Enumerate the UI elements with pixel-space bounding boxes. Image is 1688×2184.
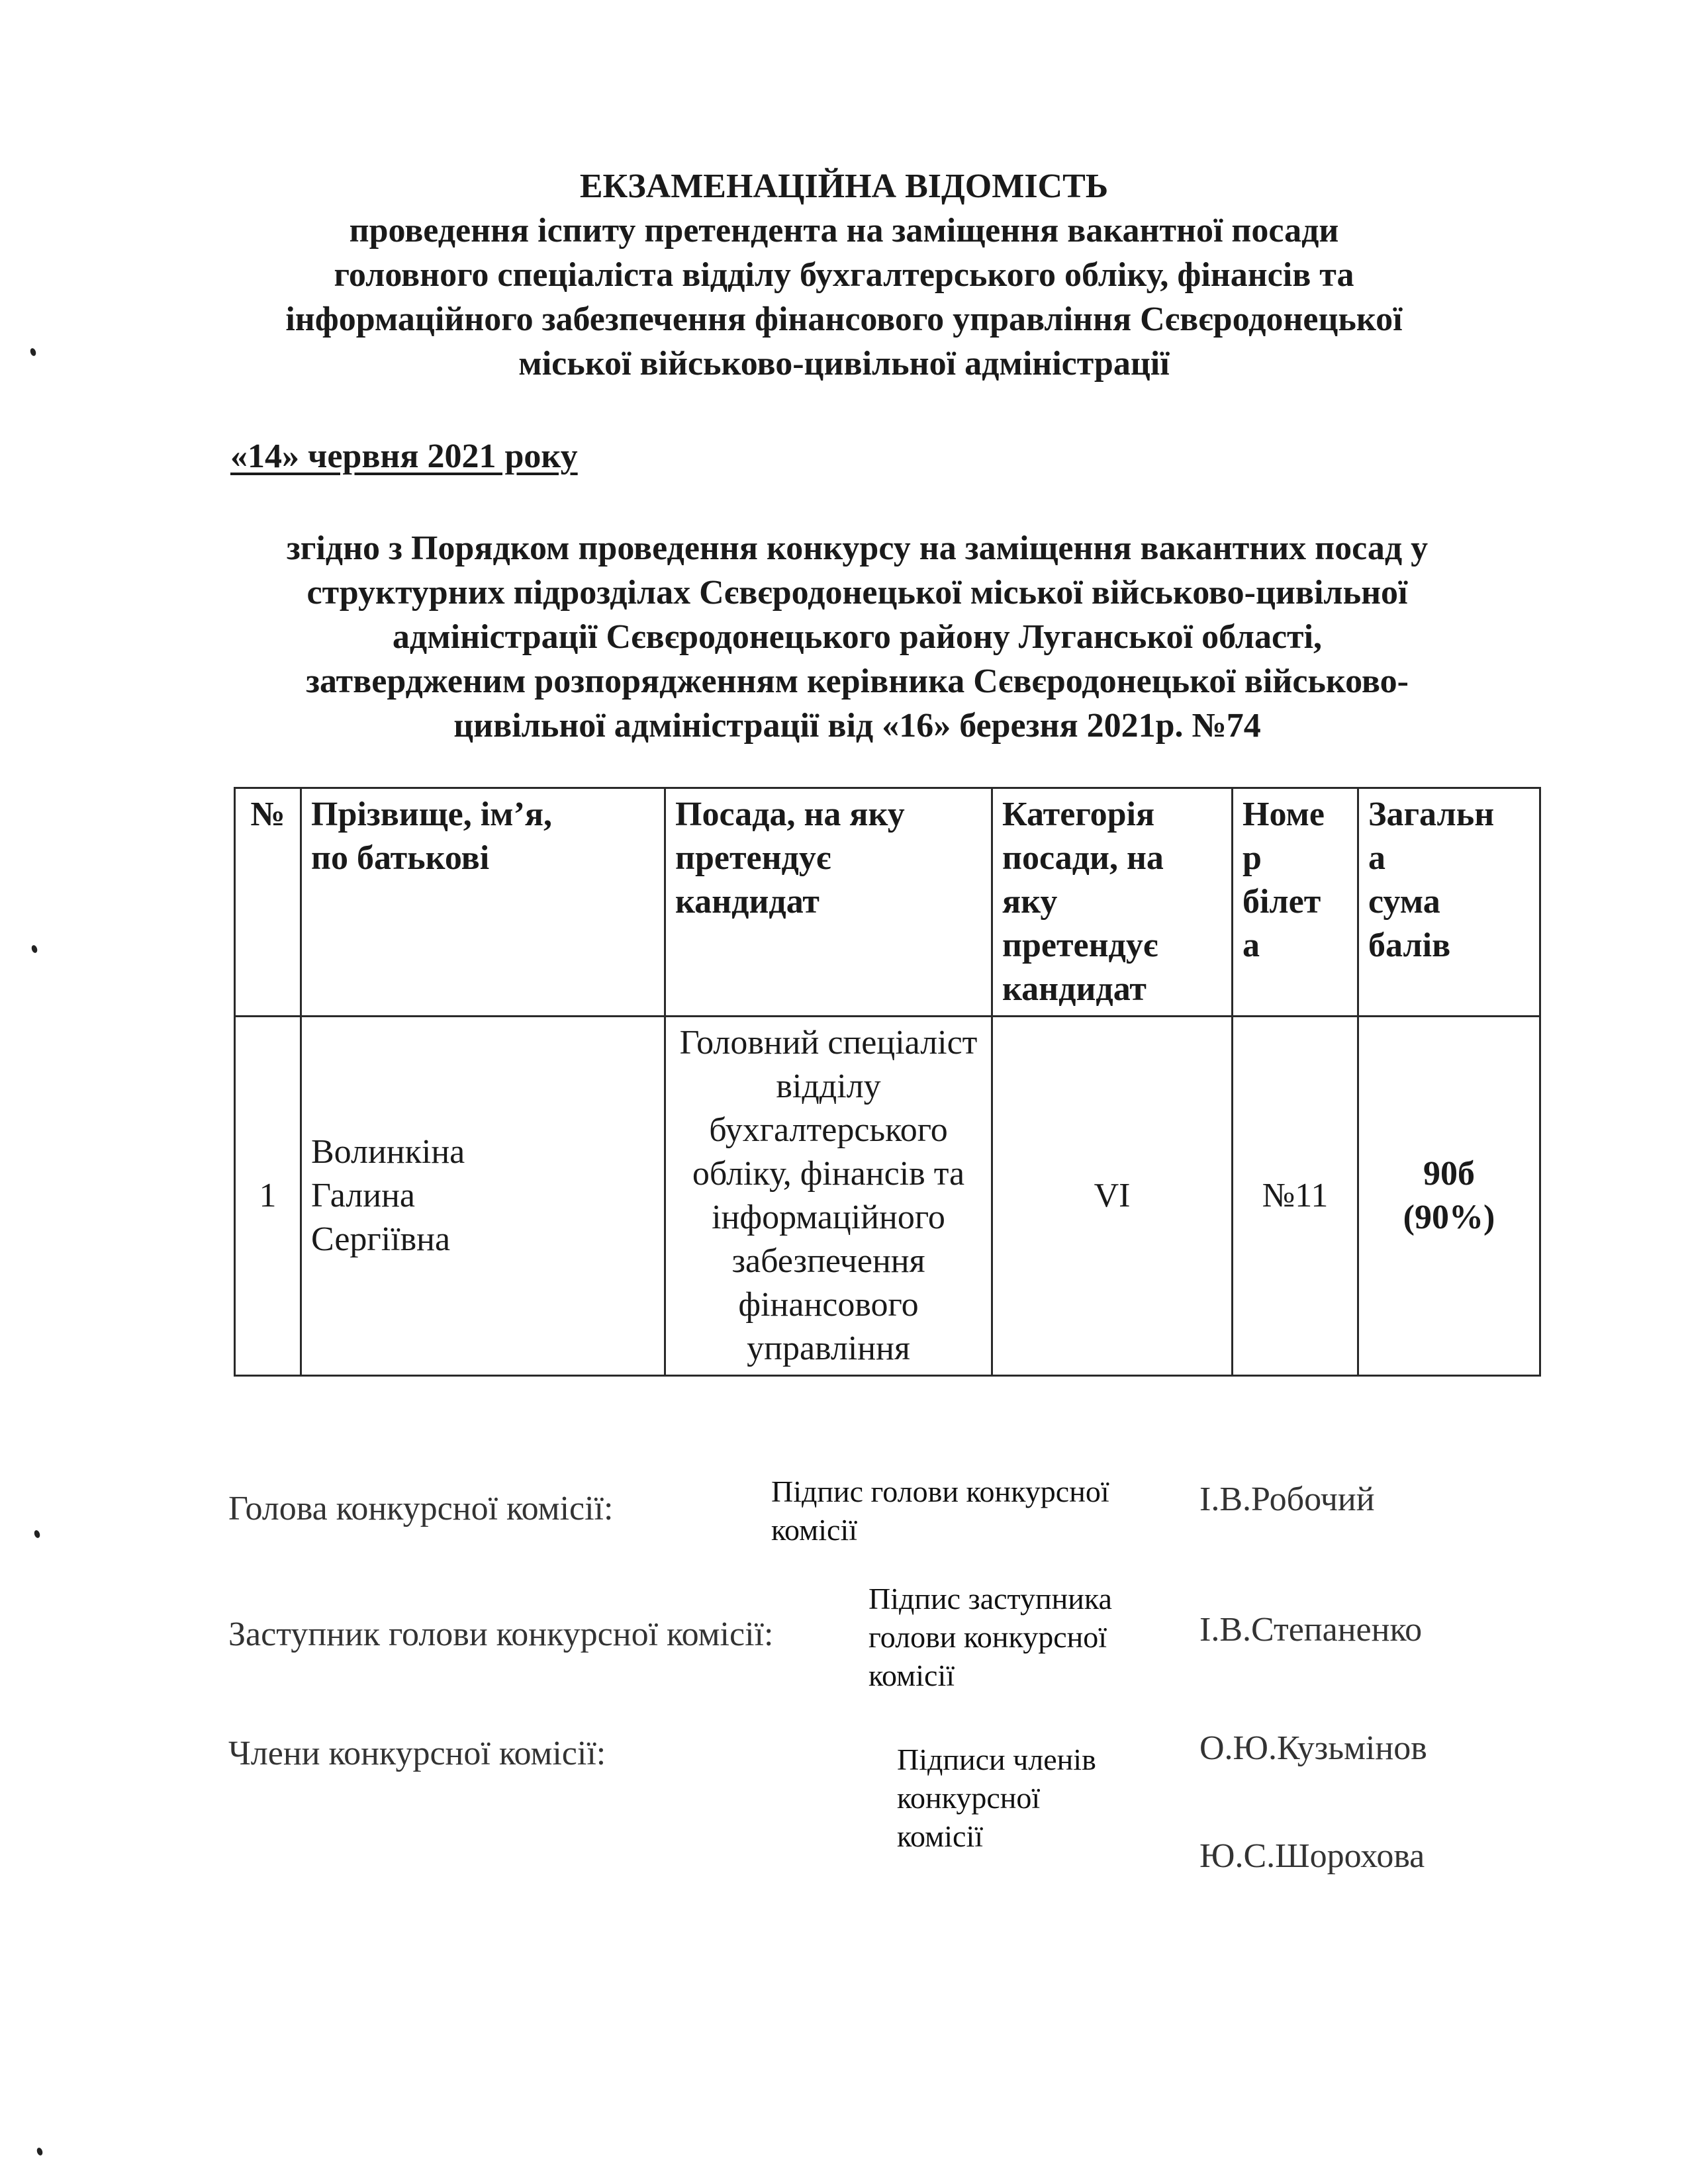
header-text: претендує кандидат (675, 839, 831, 921)
signature-text: Підписи членів (897, 1743, 1096, 1776)
header-text: Прізвище, ім’я, (311, 796, 553, 833)
scan-artifact (29, 347, 37, 357)
deputy-signature-placeholder (868, 1580, 1112, 1695)
cell-number: 1 (235, 1017, 301, 1376)
cell-text: (90%) (1403, 1199, 1495, 1236)
header-text: по батькові (311, 839, 490, 877)
header-category (992, 788, 1233, 1017)
header-text: Посада, на яку (675, 796, 905, 833)
signature-text: голови конкурсної (868, 1620, 1107, 1654)
cell-text: фінансового (738, 1286, 919, 1324)
cell-position (665, 1017, 992, 1376)
cell-text: Волинкіна (311, 1133, 465, 1171)
deputy-name: І.В.Степаненко (1199, 1611, 1423, 1649)
document-date: «14» червня 2021 року (230, 437, 578, 475)
basis-line: згідно з Порядком проведення конкурсу на заміщення вакантних посад у (286, 529, 1429, 567)
header-text: Загальн (1368, 796, 1495, 833)
cell-text: Галина (311, 1177, 415, 1214)
document-heading (199, 164, 1489, 386)
results-table (234, 787, 1541, 1377)
basis-line: структурних підрозділах Сєвєродонецької міської військово-цивільної (306, 574, 1408, 612)
subtitle-line: міської військово-цивільної адміністрації (518, 345, 1170, 383)
basis-line: цивільної адміністрації від «16» березня 2021р. №74 (453, 707, 1261, 745)
cell-text: Сергіївна (311, 1220, 451, 1258)
header-text: претендує (1002, 927, 1158, 964)
members-role-label: Члени конкурсної комісії: (228, 1735, 606, 1772)
header-text: Категорія (1002, 796, 1155, 833)
cell-text: обліку, фінансів та (692, 1155, 965, 1193)
scan-artifact (36, 2147, 44, 2156)
signature-text: комісії (868, 1659, 955, 1692)
chair-name: І.В.Робочий (1199, 1480, 1375, 1518)
header-text: балів (1368, 927, 1451, 964)
basis-line: затвердженим розпорядженням керівника Сєвєродонецької військово- (306, 662, 1409, 700)
cell-text: забезпечення (731, 1242, 925, 1280)
header-text: посади, на (1002, 839, 1164, 877)
signature-text: комісії (897, 1819, 984, 1853)
header-total (1358, 788, 1540, 1017)
cell-text: Головний спеціаліст (679, 1024, 978, 1062)
scan-artifact (33, 1529, 41, 1539)
cell-text: інформаційного (712, 1199, 945, 1236)
header-text: сума (1368, 883, 1440, 921)
table-row (235, 1017, 1540, 1376)
header-text: а (1243, 927, 1260, 964)
header-text: а (1368, 839, 1385, 877)
signature-text: Підпис голови конкурсної (771, 1475, 1109, 1508)
legal-basis (199, 526, 1516, 748)
members-signature-placeholder (897, 1741, 1096, 1856)
scan-artifact (30, 944, 38, 954)
header-full-name (301, 788, 665, 1017)
cell-text: управління (747, 1330, 910, 1367)
header-text: Номе (1243, 796, 1325, 833)
document-title: ЕКЗАМЕНАЦІЙНА ВІДОМІСТЬ (579, 167, 1109, 205)
header-ticket (1233, 788, 1358, 1017)
cell-ticket: №11 (1233, 1017, 1358, 1376)
signature-text: конкурсної (897, 1781, 1041, 1815)
cell-text: 90б (1423, 1155, 1475, 1193)
member-name: О.Ю.Кузьмінов (1199, 1729, 1427, 1767)
deputy-role-label: Заступник голови конкурсної комісії: (228, 1615, 774, 1653)
signature-text: Підпис заступника (868, 1582, 1112, 1615)
cell-total-score (1358, 1017, 1540, 1376)
cell-full-name (301, 1017, 665, 1376)
table-header-row (235, 788, 1540, 1017)
chair-role-label: Голова конкурсної комісії: (228, 1490, 614, 1527)
chair-signature-placeholder (771, 1473, 1109, 1549)
header-position (665, 788, 992, 1017)
cell-text: бухгалтерського (709, 1111, 948, 1149)
header-number: № (235, 788, 301, 1017)
header-text: кандидат (1002, 970, 1147, 1008)
signature-text: комісії (771, 1513, 858, 1547)
basis-line: адміністрації Сєвєродонецького району Луганської області, (392, 618, 1323, 656)
subtitle-line: головного спеціаліста відділу бухгалтерського обліку, фінансів та (334, 256, 1354, 294)
header-text: р (1243, 839, 1262, 877)
subtitle-line: проведення іспиту претендента на заміщення вакантної посади (349, 212, 1339, 250)
cell-category: VI (992, 1017, 1233, 1376)
member-name: Ю.С.Шорохова (1199, 1837, 1425, 1875)
header-text: яку (1002, 883, 1058, 921)
cell-text: відділу (776, 1068, 881, 1105)
subtitle-line: інформаційного забезпечення фінансового управління Сєвєродонецької (285, 300, 1403, 338)
header-text: білет (1243, 883, 1321, 921)
